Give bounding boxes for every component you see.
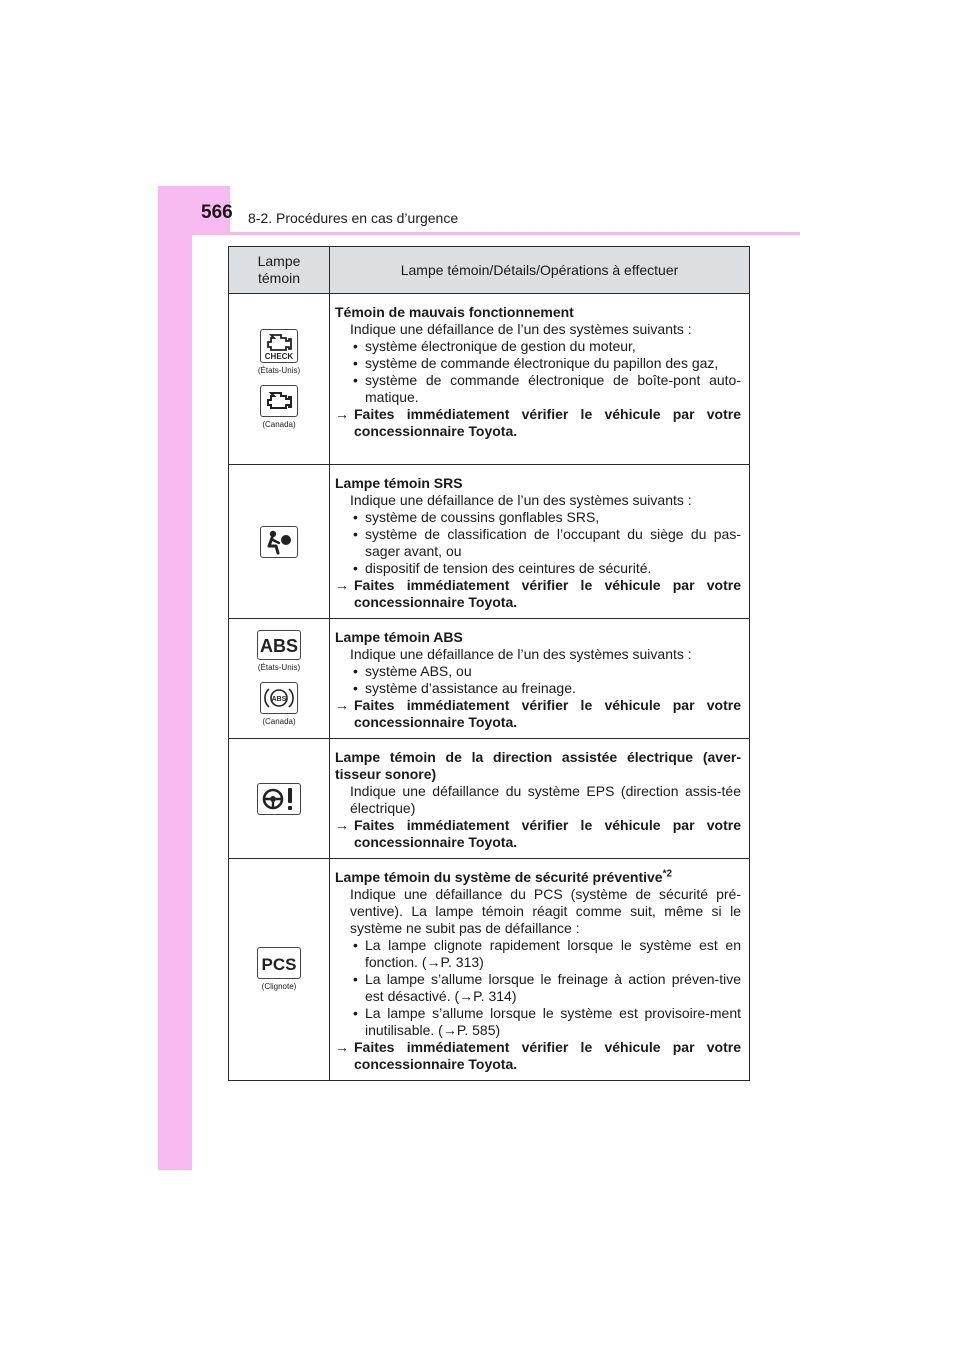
lamp-intro: Indique une défaillance de l’un des systèmes suivants : xyxy=(350,492,692,508)
region-caption: (États-Unis) xyxy=(257,663,301,672)
header-rule xyxy=(158,232,800,235)
lamp-intro: Indique une défaillance du système EPS (direction assis-tée électrique) xyxy=(350,783,741,816)
side-color-band xyxy=(158,186,192,1170)
table-row xyxy=(229,294,750,465)
lamp-icon-cell xyxy=(229,294,330,465)
lamp-icon-cell xyxy=(229,859,330,1081)
region-caption: (États-Unis) xyxy=(257,365,301,375)
lamp-intro: Indique une défaillance du PCS (système de sécurité pré-ventive). La lampe témoin réagit comme suit, même si le système ne subit pas de défaillance : xyxy=(350,886,741,936)
power-steering-warning-icon xyxy=(257,783,301,815)
lamp-details-cell xyxy=(330,619,750,739)
section-title: 8-2. Procédures en cas d’urgence xyxy=(248,210,459,226)
lamp-details-cell xyxy=(330,294,750,465)
list-item: • La lampe clignote rapidement lorsque le système est en fonction. (→P. 313) xyxy=(353,937,741,970)
check-engine-icon xyxy=(260,329,298,363)
lamp-title: Lampe témoin de la direction assistée électrique (aver-tisseur sonore) xyxy=(335,749,741,782)
pcs-icon xyxy=(257,947,301,979)
lamp-icon-cell xyxy=(229,465,330,619)
list-item: • dispositif de tension des ceintures de sécurité. xyxy=(353,560,652,576)
list-item: • système de coussins gonflables SRS, xyxy=(353,509,600,525)
list-item: • système électronique de gestion du moteur, xyxy=(353,338,636,354)
table-row xyxy=(229,859,750,1081)
table-row xyxy=(229,619,750,739)
lamp-intro: Indique une défaillance de l’un des systèmes suivants : xyxy=(350,321,692,337)
lamp-action: → Faites immédiatement vérifier le véhicule par votre concessionnaire Toyota. xyxy=(335,817,741,850)
lamp-details-cell xyxy=(330,859,750,1081)
pcs-label: PCS xyxy=(261,955,297,974)
lamp-action: → Faites immédiatement vérifier le véhicule par votre concessionnaire Toyota. xyxy=(335,697,741,730)
lamp-action: → Faites immédiatement vérifier le véhicule par votre concessionnaire Toyota. xyxy=(335,577,741,610)
list-item: • La lampe s’allume lorsque le système est provisoire-ment inutilisable. (→P. 585) xyxy=(353,1005,741,1038)
lamp-title: Témoin de mauvais fonctionnement xyxy=(335,304,574,320)
column-header-details: Lampe témoin/Détails/Opérations à effectuer xyxy=(330,247,750,294)
lamp-title: Lampe témoin ABS xyxy=(335,629,463,645)
abs-circle-label: ABS xyxy=(271,696,287,703)
abs-circle-icon xyxy=(260,682,298,714)
lamp-action: → Faites immédiatement vérifier le véhicule par votre concessionnaire Toyota. xyxy=(335,1039,741,1072)
check-label: CHECK xyxy=(264,351,294,361)
list-item: • système de commande électronique du papillon des gaz, xyxy=(353,355,719,371)
lamp-action: → Faites immédiatement vérifier le véhicule par votre concessionnaire Toyota. xyxy=(335,406,741,439)
region-caption: (Canada) xyxy=(262,419,296,429)
list-item: • système ABS, ou xyxy=(353,663,472,679)
column-header-lamp: Lampe témoin xyxy=(229,247,330,294)
region-caption: (Canada) xyxy=(262,717,296,726)
region-caption: (Clignote) xyxy=(261,982,297,991)
lamp-title: Lampe témoin SRS xyxy=(335,475,463,491)
table-row xyxy=(229,739,750,859)
footnote-marker: *2 xyxy=(662,868,673,880)
warning-lights-table xyxy=(228,246,750,1081)
list-item: • système d’assistance au freinage. xyxy=(353,680,576,696)
lamp-icon-cell xyxy=(229,739,330,859)
engine-icon xyxy=(260,385,298,417)
lamp-icon-cell xyxy=(229,619,330,739)
table-row xyxy=(229,465,750,619)
list-item: • La lampe s’allume lorsque le freinage à action préven-tive est désactivé. (→P. 314) xyxy=(353,971,741,1004)
srs-airbag-icon xyxy=(260,526,298,558)
list-item: • système de commande électronique de boîte-pont auto-matique. xyxy=(353,372,741,405)
lamp-intro: Indique une défaillance de l’un des systèmes suivants : xyxy=(350,646,692,662)
list-item: • système de classification de l’occupant du siège du pas-sager avant, ou xyxy=(353,526,741,559)
abs-icon xyxy=(257,630,301,660)
table-header-row xyxy=(229,247,750,294)
lamp-details-cell xyxy=(330,465,750,619)
abs-label: ABS xyxy=(259,636,299,656)
lamp-details-cell xyxy=(330,739,750,859)
lamp-title: Lampe témoin du système de sécurité préventive$^{*2}$ xyxy=(335,868,673,885)
page-number: 566 xyxy=(201,202,233,223)
